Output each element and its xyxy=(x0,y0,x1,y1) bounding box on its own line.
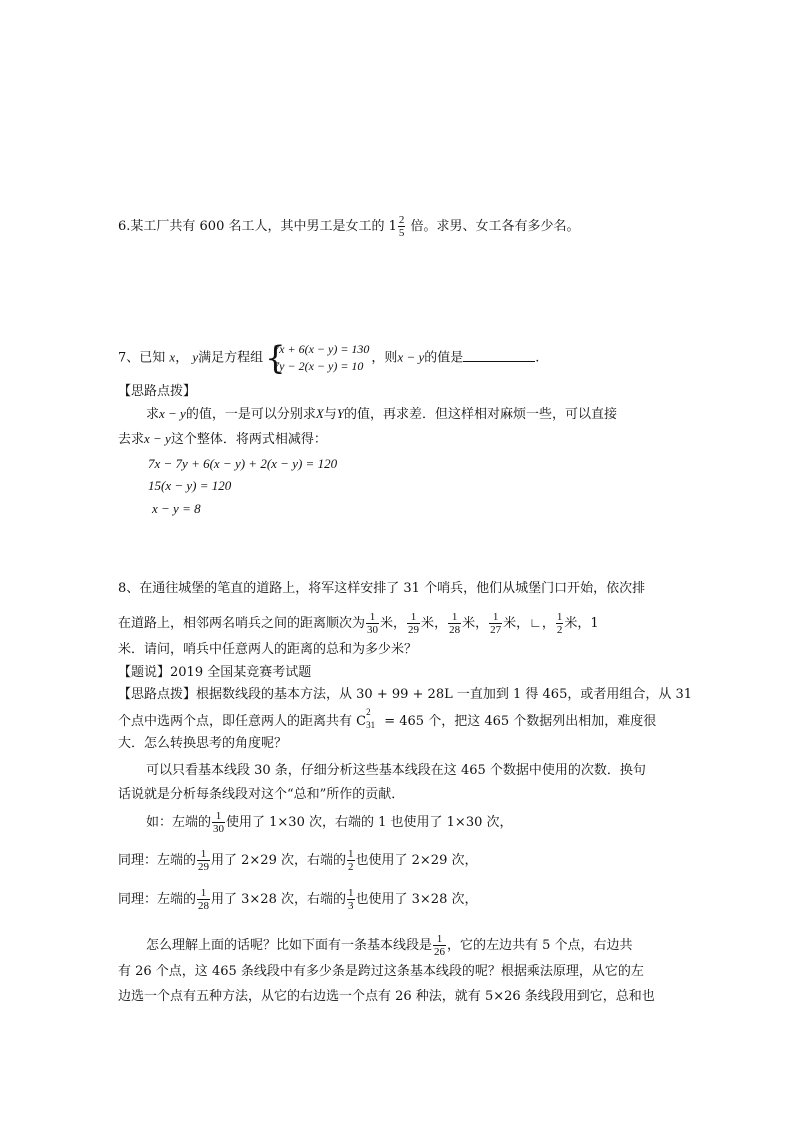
q6-text: 6.某工厂共有 600 名工人，其中男工是女工的 1 xyxy=(118,219,397,234)
equation-system: { 7x + 6(x − y) = 130 7y − 2(x − y) = 10 xyxy=(265,339,370,377)
hint7-line-1: 求x − y的值，一是可以分别求X与Y的值，再求差．但这样相对麻烦一些，可以直接 xyxy=(146,406,618,422)
hint8-line-1: 【思路点拨】根据数线段的基本方法，从 30 + 99 + 28L 一直加到 1 得 465，或者用组合，从 31 xyxy=(118,687,693,702)
question-7: 7、已知 x， y满足方程组 { 7x + 6(x − y) = 130 7y − 2(x − y) = 10 ，则x − y的值是 . xyxy=(118,339,540,377)
hint8-line-3: 大．怎么转换思考的角度呢？ xyxy=(118,736,288,751)
hint7-line-2: 去求x − y这个整体．将两式相减得： xyxy=(118,431,327,447)
q6-fraction: $\frac{2}{5}$ xyxy=(398,214,405,239)
hint8-line-7: 有 26 个点，这 465 条线段中有多少条是跨过这条基本线段的呢？根据乘法原理，从它的左 xyxy=(118,964,644,979)
example-1: 如：左端的 $\frac{1}{30}$ 使用了 1×30 次，右端的 1 也使用了 1×30 次， xyxy=(146,810,513,835)
equation-1: 7x + 6(x − y) = 130 xyxy=(273,342,370,356)
solution-step-2: 15(x − y) = 120 xyxy=(148,478,232,493)
hint8-line-4: 可以只看基本线段 30 条，仔细分析这些基本线段在这 465 个数据中使用的次数．换句 xyxy=(146,763,646,778)
q8-line-1: 8、在通往城堡的笔直的道路上，将军这样安排了 31 个哨兵，他们从城堡门口开始，依次排 xyxy=(118,581,646,596)
equation-2: 7y − 2(x − y) = 10 xyxy=(273,359,364,373)
hint-header-7: 【思路点拨】 xyxy=(118,384,197,399)
q6-text-end: 倍。求男、女工各有多少名。 xyxy=(406,219,580,234)
solution-step-1: 7x − 7y + 6(x − y) + 2(x − y) = 120 xyxy=(148,456,338,471)
question-6 xyxy=(118,214,580,239)
q8-line-2: 在道路上，相邻两名哨兵之间的距离顺次为 $\frac{1}{30}$ 米， $\frac{1}{29}$ 米， $\frac{1}{28}$ 米， $\frac{1}{27}$ 米，∟， $\frac{1}{2}$ 米，1 xyxy=(118,611,599,636)
hint8-line-6: 怎么理解上面的话呢？比如下面有一条基本线段是 $\frac{1}{26}$ ，它的左边共有 5 个点，右边共 xyxy=(146,933,633,958)
hint8-line-5: 话说就是分析每条线段对这个“总和”所作的贡献． xyxy=(118,787,405,802)
example-3: 同理：左端的 $\frac{1}{28}$ 用了 3×28 次，右端的 $\frac{1}{3}$ 也使用了 3×28 次， xyxy=(118,887,478,912)
source-line: 【题说】2019 全国某竞赛考试题 xyxy=(118,665,312,680)
example-2: 同理：左端的 $\frac{1}{29}$ 用了 2×29 次，右端的 $\frac{1}{2}$ 也使用了 2×29 次， xyxy=(118,848,478,873)
solution-step-3: x − y = 8 xyxy=(152,501,201,516)
hint8-line-2: 个点中选两个点，即任意两人的距离共有 C 2 31 = 465 个，把这 465 个数据列出相加，难度很 xyxy=(118,707,657,730)
hint8-line-8: 边选一个点有五种方法，从它的右边选一个点有 26 种法，就有 5×26 条线段用到它，总和也 xyxy=(118,989,655,1004)
q8-line-3: 米．请问，哨兵中任意两人的距离的总和为多少米？ xyxy=(118,642,418,657)
answer-blank xyxy=(463,348,535,362)
